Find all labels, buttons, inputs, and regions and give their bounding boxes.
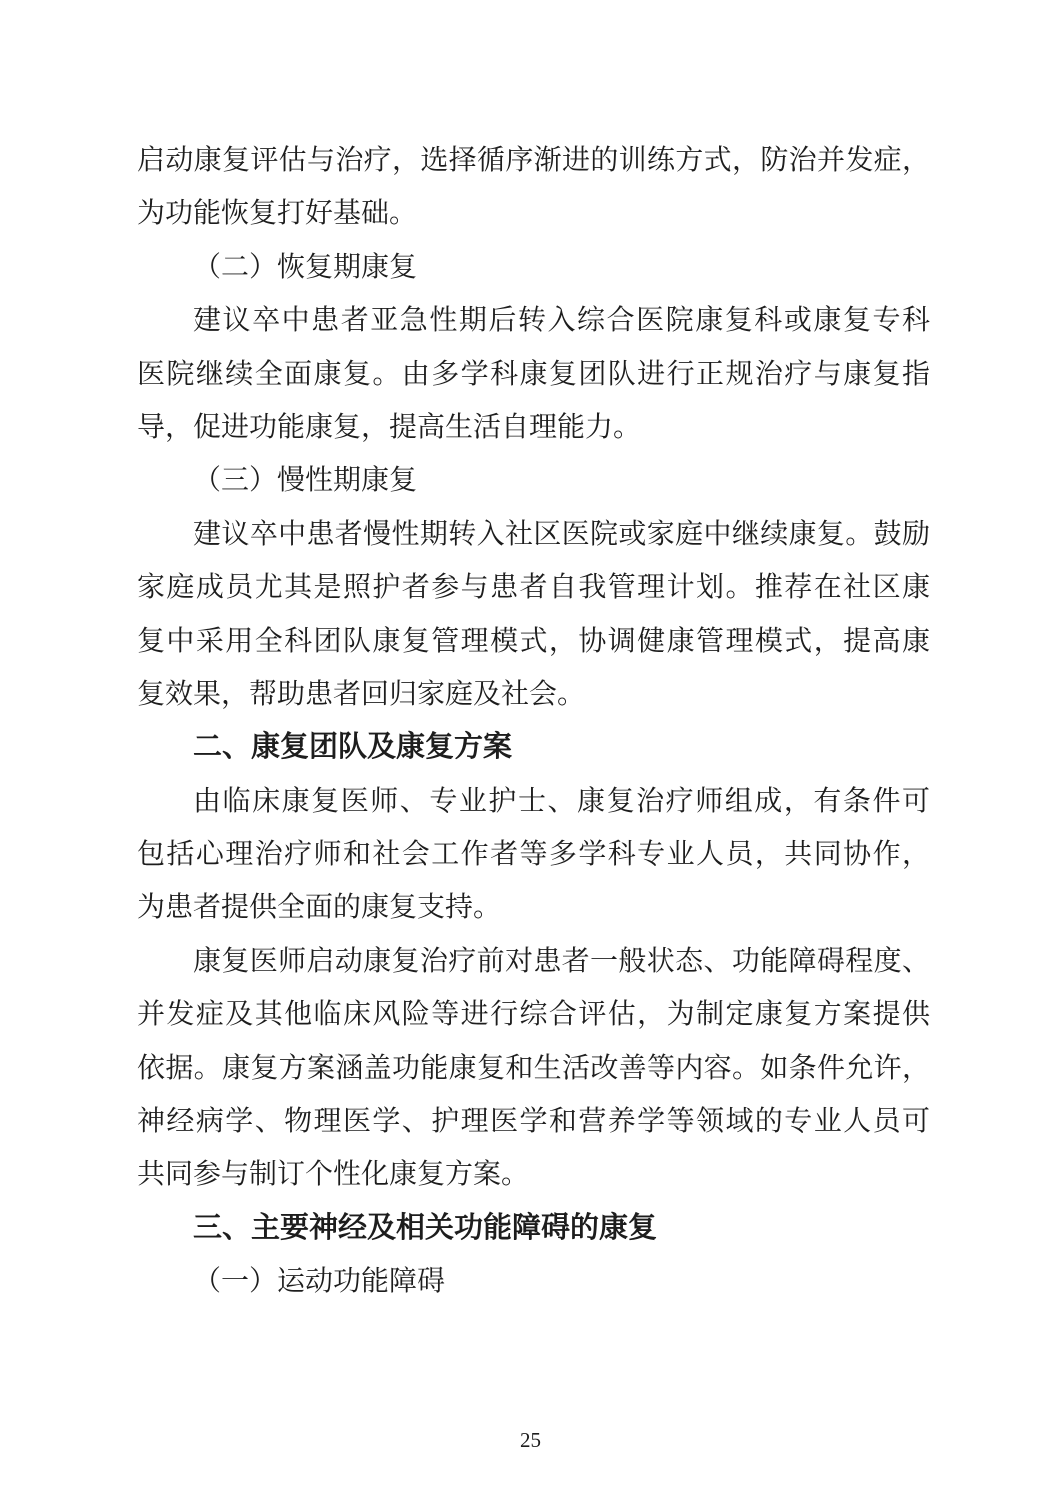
body-text-line: 为功能恢复打好基础。 bbox=[137, 198, 418, 230]
body-text-line: 依据。康复方案涵盖功能康复和生活改善等内容。如条件允许， bbox=[137, 1052, 930, 1084]
document-body bbox=[137, 134, 930, 1309]
section-heading-functional-disorders: 三、主要神经及相关功能障碍的康复 bbox=[193, 1211, 658, 1244]
sub-heading-chronic-phase: （三）慢性期康复 bbox=[193, 465, 418, 497]
body-text-line: 为患者提供全面的康复支持。 bbox=[137, 892, 502, 924]
body-text-line: 并发症及其他临床风险等进行综合评估，为制定康复方案提供 bbox=[137, 999, 930, 1031]
body-text-line: 由临床康复医师、专业护士、康复治疗师组成，有条件可 bbox=[193, 785, 930, 817]
body-text-line: 启动康复评估与治疗，选择循序渐进的训练方式，防治并发症， bbox=[137, 145, 930, 176]
body-text-line: 复效果，帮助患者回归家庭及社会。 bbox=[137, 678, 586, 710]
body-text-line: 康复医师启动康复治疗前对患者一般状态、功能障碍程度、 bbox=[193, 945, 930, 977]
body-text-line: 复中采用全科团队康复管理模式，协调健康管理模式，提高康 bbox=[137, 625, 930, 657]
body-text-line: 建议卒中患者慢性期转入社区医院或家庭中继续康复。鼓励 bbox=[193, 518, 930, 550]
body-text-line: 导，促进功能康复，提高生活自理能力。 bbox=[137, 411, 642, 443]
section-heading-rehab-team: 二、康复团队及康复方案 bbox=[193, 731, 513, 764]
body-text-line: 建议卒中患者亚急性期后转入综合医院康复科或康复专科 bbox=[193, 305, 930, 337]
sub-heading-motor-dysfunction: （一）运动功能障碍 bbox=[193, 1266, 446, 1298]
body-text-line: 神经病学、物理医学、护理医学和营养学等领域的专业人员可 bbox=[137, 1106, 930, 1138]
body-text-line: 包括心理治疗师和社会工作者等多学科专业人员，共同协作， bbox=[137, 839, 930, 871]
body-text-line: 医院继续全面康复。由多学科康复团队进行正规治疗与康复指 bbox=[137, 358, 930, 390]
body-text-line: 共同参与制订个性化康复方案。 bbox=[137, 1159, 530, 1191]
page-number: 25 bbox=[520, 1428, 541, 1452]
sub-heading-recovery-phase: （二）恢复期康复 bbox=[193, 251, 418, 283]
body-text-line: 家庭成员尤其是照护者参与患者自我管理计划。推荐在社区康 bbox=[137, 572, 930, 604]
